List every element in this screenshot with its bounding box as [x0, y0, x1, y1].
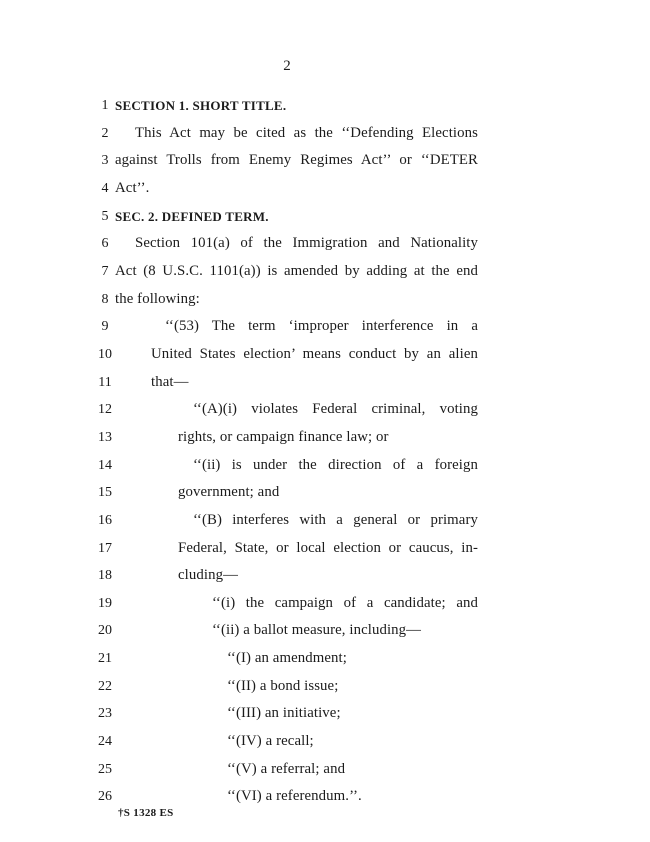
line-text: ‘‘(i) the campaign of a candidate; and [212, 594, 478, 611]
line-text: ‘‘(III) an initiative; [227, 705, 341, 722]
document-line [0, 452, 650, 480]
line-number [0, 120, 115, 148]
line-number-value: 12 [98, 402, 112, 418]
document-line [0, 286, 650, 314]
document-line [0, 313, 650, 341]
line-number [0, 369, 115, 397]
document-line [0, 341, 650, 369]
line-text: This Act may be cited as the ‘‘Defending Elections [135, 124, 478, 141]
line-text: ‘‘(VI) a referendum.’’. [227, 788, 362, 805]
line-text: ‘‘(II) a bond issue; [227, 677, 339, 694]
line-text: the following: [115, 290, 200, 307]
line-number-value: 10 [98, 346, 112, 362]
line-number-value: 2 [101, 125, 109, 141]
line-number [0, 396, 115, 424]
line-number-value: 24 [98, 734, 112, 750]
line-text: Federal, State, or local election or caucus, in- [178, 539, 478, 556]
document-line [0, 92, 650, 120]
line-number-value: 19 [98, 595, 112, 611]
document-line [0, 147, 650, 175]
line-number [0, 617, 115, 645]
line-number [0, 728, 115, 756]
document-line [0, 479, 650, 507]
line-text: United States election’ means conduct by an alien [151, 345, 478, 362]
document-line [0, 562, 650, 590]
line-number-value: 15 [98, 485, 112, 501]
line-number-value: 21 [98, 651, 112, 667]
document-line [0, 535, 650, 563]
line-text: ‘‘(ii) is under the direction of a foreign [193, 456, 478, 473]
line-number [0, 756, 115, 784]
document-line [0, 673, 650, 701]
line-number-value: 7 [101, 263, 109, 279]
line-text: ‘‘(B) interferes with a general or primary [193, 511, 478, 528]
line-number-value: 16 [98, 512, 112, 528]
line-number [0, 175, 115, 203]
document-line [0, 645, 650, 673]
line-text: ‘‘(V) a referral; and [227, 760, 346, 777]
line-number [0, 783, 115, 811]
line-text: ‘‘(A)(i) violates Federal criminal, voting [193, 401, 478, 418]
line-number [0, 479, 115, 507]
line-text: ‘‘(ii) a ballot measure, including— [212, 622, 422, 639]
line-number [0, 535, 115, 563]
document-line [0, 507, 650, 535]
line-number [0, 313, 115, 341]
line-number [0, 562, 115, 590]
line-number-value: 6 [101, 236, 109, 252]
line-text: Section 101(a) of the Immigration and Nationality [135, 235, 478, 252]
line-number [0, 673, 115, 701]
document-line [0, 617, 650, 645]
line-number [0, 424, 115, 452]
document-line [0, 230, 650, 258]
line-text: government; and [178, 484, 280, 501]
line-text: Act (8 U.S.C. 1101(a)) is amended by adding at the end [115, 262, 478, 279]
line-text: rights, or campaign finance law; or [178, 428, 389, 445]
document-line [0, 258, 650, 286]
line-number-value: 17 [98, 540, 112, 556]
line-number-value: 23 [98, 706, 112, 722]
line-number [0, 92, 115, 120]
line-text: ‘‘(I) an amendment; [227, 650, 347, 667]
line-number-value: 14 [98, 457, 112, 473]
line-number-value: 9 [101, 319, 109, 335]
document-line [0, 728, 650, 756]
document-line [0, 783, 650, 811]
line-text: against Trolls from Enemy Regimes Act’’ or ‘‘DETER [115, 152, 478, 169]
line-number-value: 5 [101, 208, 109, 224]
line-number-value: 26 [98, 789, 112, 805]
line-number [0, 590, 115, 618]
line-text: SEC. 2. DEFINED TERM. [115, 208, 269, 224]
line-number [0, 258, 115, 286]
document-line [0, 369, 650, 397]
line-number-value: 22 [98, 678, 112, 694]
line-text: Act’’. [115, 179, 150, 196]
line-number [0, 700, 115, 728]
document-line [0, 175, 650, 203]
line-number [0, 645, 115, 673]
document-line [0, 120, 650, 148]
line-text: ‘‘(IV) a recall; [227, 733, 314, 750]
line-number-value: 18 [98, 568, 112, 584]
line-text: ‘‘(53) The term ‘improper interference in a [165, 318, 478, 335]
line-number [0, 147, 115, 175]
bill-stamp: †S 1328 ES [118, 807, 174, 819]
line-number-value: 4 [101, 180, 109, 196]
line-number-value: 3 [101, 153, 109, 169]
bill-text-body [0, 92, 650, 811]
line-text: cluding— [178, 567, 238, 584]
line-number-value: 1 [101, 98, 109, 113]
line-number [0, 230, 115, 258]
line-number-value: 11 [98, 374, 112, 390]
line-number-value: 25 [98, 761, 112, 777]
line-number [0, 203, 115, 231]
document-line [0, 203, 650, 231]
line-number [0, 286, 115, 314]
line-text: that— [151, 373, 189, 390]
line-number-value: 20 [98, 623, 112, 639]
document-line [0, 756, 650, 784]
line-number-value: 8 [101, 291, 109, 307]
line-number-value: 13 [98, 429, 112, 445]
line-number [0, 507, 115, 535]
document-line [0, 396, 650, 424]
line-number [0, 452, 115, 480]
document-line [0, 424, 650, 452]
page-number: 2 [283, 58, 291, 74]
document-line [0, 700, 650, 728]
document-line [0, 590, 650, 618]
line-number [0, 341, 115, 369]
line-text: SECTION 1. SHORT TITLE. [115, 98, 287, 113]
